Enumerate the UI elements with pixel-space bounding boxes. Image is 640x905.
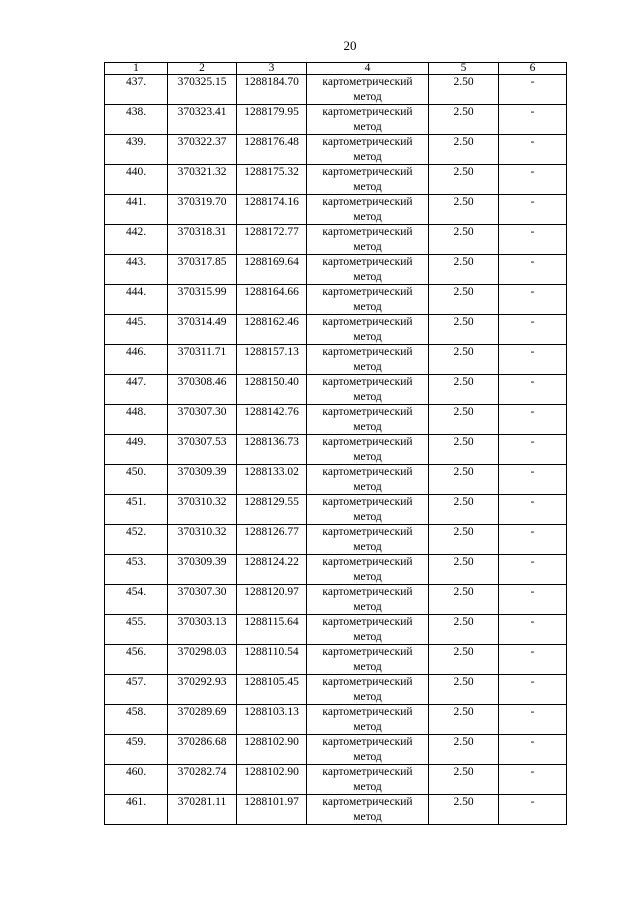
method-cell: картометрический метод xyxy=(307,435,429,465)
accuracy-cell: 2.50 xyxy=(429,735,499,765)
accuracy-cell: 2.50 xyxy=(429,75,499,105)
coordinate-x-cell: 370309.39 xyxy=(168,465,237,495)
point-number-cell: 444. xyxy=(105,285,168,315)
table-row xyxy=(105,795,567,825)
note-cell: - xyxy=(499,615,567,645)
note-cell: - xyxy=(499,285,567,315)
table-row xyxy=(105,525,567,555)
point-number-cell: 451. xyxy=(105,495,168,525)
note-cell: - xyxy=(499,765,567,795)
point-number-cell: 457. xyxy=(105,675,168,705)
method-cell: картометрический метод xyxy=(307,705,429,735)
coordinate-x-cell: 370322.37 xyxy=(168,135,237,165)
note-cell: - xyxy=(499,375,567,405)
coordinate-x-cell: 370325.15 xyxy=(168,75,237,105)
coordinate-y-cell: 1288157.13 xyxy=(237,345,307,375)
method-cell: картометрический метод xyxy=(307,285,429,315)
point-number-cell: 437. xyxy=(105,75,168,105)
accuracy-cell: 2.50 xyxy=(429,345,499,375)
page-number: 20 xyxy=(343,38,357,53)
coordinate-x-cell: 370292.93 xyxy=(168,675,237,705)
note-cell: - xyxy=(499,345,567,375)
method-cell: картометрический метод xyxy=(307,315,429,345)
note-cell: - xyxy=(499,555,567,585)
point-number-cell: 460. xyxy=(105,765,168,795)
accuracy-cell: 2.50 xyxy=(429,135,499,165)
table-row xyxy=(105,345,567,375)
method-cell: картометрический метод xyxy=(307,225,429,255)
coordinate-y-cell: 1288179.95 xyxy=(237,105,307,135)
coordinate-x-cell: 370307.30 xyxy=(168,405,237,435)
coordinate-x-cell: 370308.46 xyxy=(168,375,237,405)
point-number-cell: 439. xyxy=(105,135,168,165)
method-cell: картометрический метод xyxy=(307,615,429,645)
table-row xyxy=(105,555,567,585)
method-cell: картометрический метод xyxy=(307,735,429,765)
note-cell: - xyxy=(499,735,567,765)
point-number-cell: 447. xyxy=(105,375,168,405)
coordinate-y-cell: 1288150.40 xyxy=(237,375,307,405)
accuracy-cell: 2.50 xyxy=(429,255,499,285)
coordinate-y-cell: 1288133.02 xyxy=(237,465,307,495)
point-number-cell: 450. xyxy=(105,465,168,495)
point-number-cell: 454. xyxy=(105,585,168,615)
note-cell: - xyxy=(499,435,567,465)
accuracy-cell: 2.50 xyxy=(429,795,499,825)
column-header: 2 xyxy=(168,63,237,75)
coordinate-x-cell: 370310.32 xyxy=(168,525,237,555)
coordinates-table xyxy=(104,62,567,825)
table-row xyxy=(105,195,567,225)
note-cell: - xyxy=(499,405,567,435)
method-cell: картометрический метод xyxy=(307,465,429,495)
coordinate-y-cell: 1288142.76 xyxy=(237,405,307,435)
table-row xyxy=(105,585,567,615)
table-row xyxy=(105,255,567,285)
column-header: 4 xyxy=(307,63,429,75)
accuracy-cell: 2.50 xyxy=(429,495,499,525)
coordinate-x-cell: 370289.69 xyxy=(168,705,237,735)
note-cell: - xyxy=(499,465,567,495)
coordinate-y-cell: 1288102.90 xyxy=(237,765,307,795)
point-number-cell: 443. xyxy=(105,255,168,285)
point-number-cell: 441. xyxy=(105,195,168,225)
coordinate-x-cell: 370321.32 xyxy=(168,165,237,195)
point-number-cell: 446. xyxy=(105,345,168,375)
coordinate-x-cell: 370317.85 xyxy=(168,255,237,285)
note-cell: - xyxy=(499,255,567,285)
table-row xyxy=(105,285,567,315)
accuracy-cell: 2.50 xyxy=(429,465,499,495)
accuracy-cell: 2.50 xyxy=(429,195,499,225)
accuracy-cell: 2.50 xyxy=(429,765,499,795)
point-number-cell: 453. xyxy=(105,555,168,585)
table-body xyxy=(105,75,567,825)
method-cell: картометрический метод xyxy=(307,645,429,675)
coordinate-x-cell: 370309.39 xyxy=(168,555,237,585)
coordinate-y-cell: 1288105.45 xyxy=(237,675,307,705)
note-cell: - xyxy=(499,645,567,675)
method-cell: картометрический метод xyxy=(307,345,429,375)
method-cell: картометрический метод xyxy=(307,585,429,615)
coordinate-x-cell: 370323.41 xyxy=(168,105,237,135)
coordinate-y-cell: 1288103.13 xyxy=(237,705,307,735)
point-number-cell: 458. xyxy=(105,705,168,735)
table-row xyxy=(105,765,567,795)
method-cell: картометрический метод xyxy=(307,405,429,435)
coordinate-y-cell: 1288172.77 xyxy=(237,225,307,255)
column-header: 6 xyxy=(499,63,567,75)
method-cell: картометрический метод xyxy=(307,555,429,585)
point-number-cell: 461. xyxy=(105,795,168,825)
coordinate-y-cell: 1288176.48 xyxy=(237,135,307,165)
note-cell: - xyxy=(499,195,567,225)
coordinate-y-cell: 1288169.64 xyxy=(237,255,307,285)
column-header: 1 xyxy=(105,63,168,75)
coordinate-x-cell: 370281.11 xyxy=(168,795,237,825)
accuracy-cell: 2.50 xyxy=(429,315,499,345)
method-cell: картометрический метод xyxy=(307,375,429,405)
coordinate-x-cell: 370319.70 xyxy=(168,195,237,225)
coordinate-y-cell: 1288175.32 xyxy=(237,165,307,195)
point-number-cell: 442. xyxy=(105,225,168,255)
note-cell: - xyxy=(499,705,567,735)
method-cell: картометрический метод xyxy=(307,135,429,165)
table-row xyxy=(105,495,567,525)
table-row xyxy=(105,165,567,195)
note-cell: - xyxy=(499,315,567,345)
point-number-cell: 455. xyxy=(105,615,168,645)
coordinate-x-cell: 370307.53 xyxy=(168,435,237,465)
table-row xyxy=(105,375,567,405)
point-number-cell: 445. xyxy=(105,315,168,345)
coordinate-x-cell: 370307.30 xyxy=(168,585,237,615)
coordinate-y-cell: 1288126.77 xyxy=(237,525,307,555)
table-row xyxy=(105,105,567,135)
method-cell: картометрический метод xyxy=(307,165,429,195)
method-cell: картометрический метод xyxy=(307,765,429,795)
method-cell: картометрический метод xyxy=(307,675,429,705)
accuracy-cell: 2.50 xyxy=(429,165,499,195)
point-number-cell: 438. xyxy=(105,105,168,135)
note-cell: - xyxy=(499,135,567,165)
coordinate-y-cell: 1288136.73 xyxy=(237,435,307,465)
coordinate-x-cell: 370318.31 xyxy=(168,225,237,255)
note-cell: - xyxy=(499,795,567,825)
method-cell: картометрический метод xyxy=(307,75,429,105)
note-cell: - xyxy=(499,585,567,615)
point-number-cell: 456. xyxy=(105,645,168,675)
method-cell: картометрический метод xyxy=(307,105,429,135)
coordinate-y-cell: 1288101.97 xyxy=(237,795,307,825)
note-cell: - xyxy=(499,495,567,525)
table-row xyxy=(105,435,567,465)
column-header: 5 xyxy=(429,63,499,75)
table-row xyxy=(105,615,567,645)
accuracy-cell: 2.50 xyxy=(429,615,499,645)
table-row xyxy=(105,225,567,255)
coordinate-x-cell: 370286.68 xyxy=(168,735,237,765)
coordinate-y-cell: 1288124.22 xyxy=(237,555,307,585)
point-number-cell: 452. xyxy=(105,525,168,555)
accuracy-cell: 2.50 xyxy=(429,285,499,315)
accuracy-cell: 2.50 xyxy=(429,105,499,135)
coordinate-y-cell: 1288102.90 xyxy=(237,735,307,765)
note-cell: - xyxy=(499,525,567,555)
point-number-cell: 459. xyxy=(105,735,168,765)
note-cell: - xyxy=(499,75,567,105)
method-cell: картометрический метод xyxy=(307,495,429,525)
coordinate-x-cell: 370298.03 xyxy=(168,645,237,675)
point-number-cell: 448. xyxy=(105,405,168,435)
method-cell: картометрический метод xyxy=(307,525,429,555)
note-cell: - xyxy=(499,675,567,705)
table-row xyxy=(105,705,567,735)
coordinate-x-cell: 370314.49 xyxy=(168,315,237,345)
method-cell: картометрический метод xyxy=(307,255,429,285)
accuracy-cell: 2.50 xyxy=(429,645,499,675)
accuracy-cell: 2.50 xyxy=(429,555,499,585)
coordinate-y-cell: 1288162.46 xyxy=(237,315,307,345)
coordinate-x-cell: 370303.13 xyxy=(168,615,237,645)
coordinate-x-cell: 370310.32 xyxy=(168,495,237,525)
note-cell: - xyxy=(499,165,567,195)
coordinate-x-cell: 370311.71 xyxy=(168,345,237,375)
accuracy-cell: 2.50 xyxy=(429,225,499,255)
accuracy-cell: 2.50 xyxy=(429,705,499,735)
method-cell: картометрический метод xyxy=(307,795,429,825)
table-row xyxy=(105,75,567,105)
table-row xyxy=(105,405,567,435)
coordinate-x-cell: 370315.99 xyxy=(168,285,237,315)
accuracy-cell: 2.50 xyxy=(429,405,499,435)
table-row xyxy=(105,675,567,705)
accuracy-cell: 2.50 xyxy=(429,435,499,465)
accuracy-cell: 2.50 xyxy=(429,375,499,405)
coordinate-x-cell: 370282.74 xyxy=(168,765,237,795)
accuracy-cell: 2.50 xyxy=(429,525,499,555)
column-header: 3 xyxy=(237,63,307,75)
note-cell: - xyxy=(499,225,567,255)
note-cell: - xyxy=(499,105,567,135)
coordinate-y-cell: 1288184.70 xyxy=(237,75,307,105)
table-row xyxy=(105,135,567,165)
coordinate-y-cell: 1288115.64 xyxy=(237,615,307,645)
table-header-row xyxy=(105,63,567,75)
table-row xyxy=(105,315,567,345)
coordinate-y-cell: 1288129.55 xyxy=(237,495,307,525)
accuracy-cell: 2.50 xyxy=(429,585,499,615)
coordinate-y-cell: 1288164.66 xyxy=(237,285,307,315)
table-row xyxy=(105,645,567,675)
method-cell: картометрический метод xyxy=(307,195,429,225)
table-row xyxy=(105,465,567,495)
coordinate-y-cell: 1288174.16 xyxy=(237,195,307,225)
coordinate-y-cell: 1288120.97 xyxy=(237,585,307,615)
point-number-cell: 449. xyxy=(105,435,168,465)
coordinate-y-cell: 1288110.54 xyxy=(237,645,307,675)
table-row xyxy=(105,735,567,765)
accuracy-cell: 2.50 xyxy=(429,675,499,705)
point-number-cell: 440. xyxy=(105,165,168,195)
